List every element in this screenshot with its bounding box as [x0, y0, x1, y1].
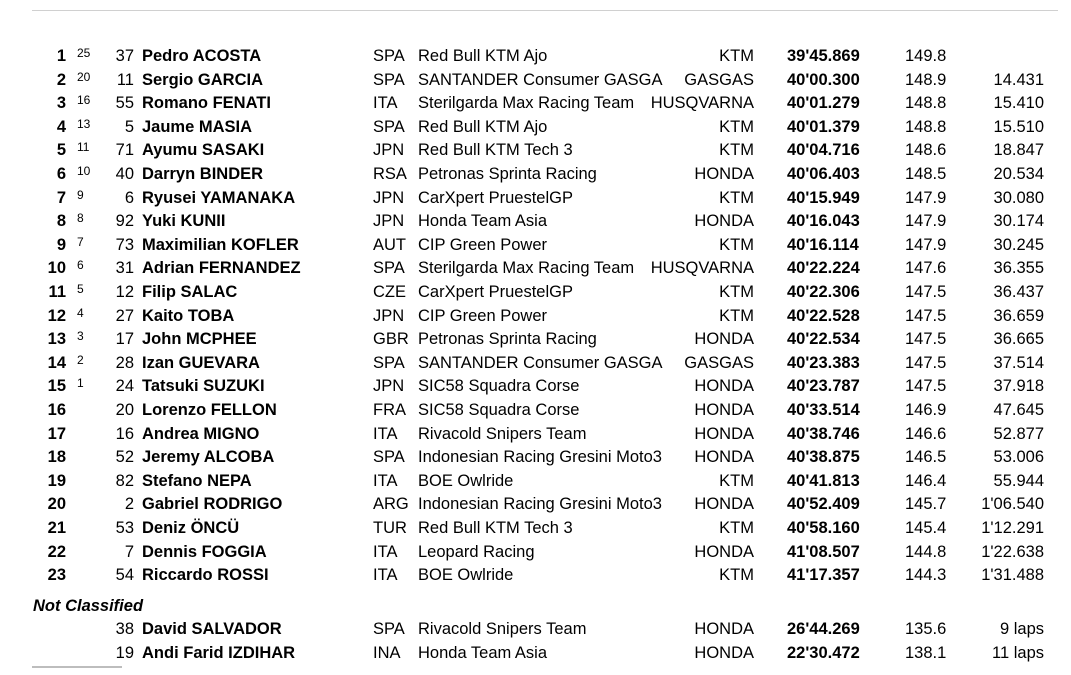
cell-nat: SPA [373, 353, 405, 372]
cell-nat: JPN [373, 188, 405, 207]
cell-name: Izan GUEVARA [142, 353, 260, 372]
cell-num: 55 [115, 94, 134, 113]
cell-pos: 1 [56, 47, 66, 65]
result-row [0, 116, 1071, 139]
cell-pos: 15 [47, 377, 66, 396]
cell-gap: 18.847 [993, 141, 1044, 160]
cell-speed: 148.6 [905, 141, 947, 160]
cell-time: 26'44.269 [787, 620, 860, 638]
cell-name: Gabriel RODRIGO [142, 495, 283, 514]
result-row [0, 564, 1071, 587]
result-row [0, 493, 1071, 516]
cell-pos: 18 [47, 448, 66, 467]
cell-time: 40'23.787 [787, 377, 860, 396]
cell-nat: ITA [373, 94, 398, 113]
cell-gap: 30.080 [993, 188, 1044, 207]
cell-num: 6 [124, 188, 134, 207]
cell-time: 41'17.357 [787, 566, 860, 585]
cell-team: Petronas Sprinta Racing [418, 165, 597, 183]
cell-bike: KTM [719, 141, 754, 160]
cell-name: Adrian FERNANDEZ [142, 259, 301, 278]
cell-team: Leopard Racing [418, 542, 535, 561]
result-row [0, 281, 1071, 304]
cell-speed: 146.4 [905, 471, 947, 490]
cell-pos: 9 [56, 235, 66, 254]
result-row [0, 423, 1071, 446]
cell-bike: KTM [719, 235, 754, 254]
cell-team: Indonesian Racing Gresini Moto3 [418, 448, 662, 467]
cell-speed: 146.6 [905, 424, 947, 443]
cell-name: Yuki KUNII [142, 212, 226, 231]
cell-name: Lorenzo FELLON [142, 401, 277, 419]
cell-name: Sergio GARCIA [142, 70, 264, 89]
cell-bike: KTM [719, 566, 754, 585]
cell-name: Filip SALAC [142, 283, 238, 301]
cell-gap: 30.174 [993, 212, 1044, 231]
cell-num: 11 [116, 70, 134, 89]
cell-speed: 147.5 [905, 306, 947, 325]
cell-bike: HONDA [694, 165, 754, 183]
cell-pos: 8 [56, 212, 66, 231]
cell-pos: 16 [47, 401, 66, 419]
cell-time: 41'08.507 [787, 542, 860, 561]
cell-speed: 147.5 [905, 330, 947, 349]
cell-time: 40'38.875 [787, 448, 860, 467]
cell-num: 38 [115, 620, 134, 638]
cell-pts: 11 [77, 140, 90, 155]
result-row [0, 92, 1071, 115]
cell-time: 40'22.534 [787, 330, 860, 349]
cell-name: Tatsuki SUZUKI [142, 377, 265, 396]
cell-team: BOE Owlride [418, 566, 514, 585]
cell-nat: JPN [373, 212, 405, 231]
cell-speed: 145.4 [905, 519, 947, 537]
cell-num: 28 [115, 353, 134, 372]
result-row [0, 45, 1071, 68]
cell-bike: HONDA [694, 377, 754, 396]
cell-nat: FRA [373, 401, 406, 419]
cell-num: 54 [115, 566, 134, 585]
cell-num: 27 [115, 306, 134, 325]
cell-team: CarXpert PruestelGP [418, 283, 573, 301]
cell-nat: RSA [373, 165, 407, 183]
cell-speed: 147.9 [905, 235, 947, 254]
result-row [0, 375, 1071, 398]
cell-nat: ITA [373, 542, 398, 561]
cell-bike: KTM [719, 471, 754, 490]
cell-gap: 36.665 [993, 330, 1044, 349]
cell-name: Ryusei YAMANAKA [142, 188, 296, 207]
cell-bike: GASGAS [684, 353, 754, 372]
cell-pts: 1 [77, 376, 84, 391]
cell-gap: 1'22.638 [981, 542, 1044, 561]
result-row [0, 399, 1071, 422]
cell-team: Sterilgarda Max Racing Team [418, 94, 635, 113]
cell-speed: 145.7 [905, 495, 947, 514]
cell-pos: 7 [56, 188, 66, 207]
cell-num: 31 [115, 259, 134, 278]
cell-pos: 11 [48, 283, 66, 301]
cell-pts: 13 [77, 116, 91, 131]
cell-time: 40'52.409 [787, 495, 860, 514]
cell-pos: 17 [47, 424, 66, 443]
cell-time: 40'22.224 [787, 259, 860, 278]
cell-bike: KTM [719, 117, 754, 136]
cell-team: Honda Team Asia [418, 212, 548, 231]
cell-name: Andrea MIGNO [142, 424, 260, 443]
cell-speed: 147.5 [905, 353, 947, 372]
cell-gap: 9 laps [999, 620, 1044, 638]
cell-pos: 5 [56, 141, 66, 160]
cell-bike: HONDA [694, 620, 754, 638]
cell-num: 19 [115, 644, 134, 662]
cell-bike: HONDA [694, 542, 754, 561]
cell-time: 40'01.279 [787, 94, 860, 113]
cell-speed: 146.5 [905, 448, 947, 467]
cell-nat: SPA [373, 47, 405, 65]
cell-pts: 10 [77, 164, 91, 178]
cell-name: Pedro ACOSTA [142, 47, 262, 65]
not-classified-heading: Not Classified [33, 597, 144, 615]
cell-bike: HONDA [694, 212, 754, 231]
cell-name: Andi Farid IZDIHAR [142, 644, 296, 662]
cell-team: Red Bull KTM Ajo [418, 117, 548, 136]
cell-team: CarXpert PruestelGP [418, 188, 573, 207]
cell-team: CIP Green Power [418, 306, 548, 325]
cell-team: Honda Team Asia [418, 644, 548, 662]
cell-gap: 47.645 [993, 401, 1044, 419]
cell-team: SIC58 Squadra Corse [418, 377, 580, 396]
result-row [0, 446, 1071, 469]
cell-time: 22'30.472 [787, 644, 860, 662]
cell-gap: 36.659 [993, 306, 1044, 325]
cell-pos: 12 [47, 306, 66, 325]
cell-pos: 22 [47, 542, 66, 561]
result-row [0, 187, 1071, 210]
cell-gap: 15.410 [993, 94, 1044, 113]
cell-nat: SPA [373, 448, 405, 467]
cell-time: 39'45.869 [787, 47, 860, 65]
result-row [0, 257, 1071, 280]
cell-team: Red Bull KTM Tech 3 [418, 519, 573, 537]
cell-speed: 135.6 [905, 620, 947, 638]
cell-nat: JPN [373, 141, 405, 160]
cell-time: 40'33.514 [787, 401, 860, 419]
result-row [0, 618, 1071, 641]
cell-pos: 23 [47, 566, 66, 585]
cell-pts: 20 [77, 69, 91, 84]
cell-bike: HONDA [694, 424, 754, 443]
cell-gap: 37.918 [993, 377, 1044, 396]
cell-num: 52 [115, 448, 134, 467]
cell-time: 40'41.813 [787, 471, 860, 490]
cell-name: Maximilian KOFLER [142, 235, 299, 254]
cell-pts: 16 [77, 93, 91, 108]
cell-speed: 144.3 [905, 566, 947, 585]
cell-bike: HONDA [694, 330, 754, 349]
cell-pos: 20 [47, 495, 66, 514]
cell-name: Romano FENATI [142, 94, 271, 113]
cell-team: SANTANDER Consumer GASGA [418, 70, 663, 89]
cell-bike: GASGAS [684, 70, 754, 89]
cell-nat: JPN [373, 377, 405, 396]
cell-gap: 14.431 [993, 70, 1044, 89]
cell-gap: 36.437 [993, 283, 1044, 301]
cell-pos: 3 [56, 94, 66, 113]
result-row [0, 470, 1071, 493]
cell-name: David SALVADOR [142, 620, 282, 638]
cell-num: 53 [115, 519, 134, 537]
cell-bike: HONDA [694, 401, 754, 419]
cell-gap: 30.245 [993, 235, 1044, 254]
cell-nat: SPA [373, 259, 405, 278]
cell-gap: 20.534 [993, 165, 1044, 183]
cell-nat: INA [373, 644, 401, 662]
cell-speed: 147.5 [905, 283, 947, 301]
cell-speed: 149.8 [905, 47, 947, 65]
cell-bike: KTM [719, 519, 754, 537]
cell-num: 71 [115, 141, 134, 160]
cell-nat: SPA [373, 620, 405, 638]
cell-time: 40'38.746 [787, 424, 860, 443]
cell-name: Darryn BINDER [142, 165, 264, 183]
cell-pos: 6 [56, 165, 66, 183]
top-rule [32, 10, 1058, 11]
cell-time: 40'06.403 [787, 165, 860, 183]
cell-time: 40'01.379 [787, 117, 860, 136]
cell-num: 12 [115, 283, 134, 301]
result-row [0, 328, 1071, 351]
cell-team: BOE Owlride [418, 471, 514, 490]
cell-gap: 36.355 [993, 259, 1044, 278]
cell-bike: HONDA [694, 495, 754, 514]
cell-gap: 15.510 [993, 117, 1044, 136]
cell-pts: 3 [77, 329, 84, 344]
cell-gap: 55.944 [993, 471, 1044, 490]
cell-speed: 148.9 [905, 70, 947, 89]
cell-name: Jaume MASIA [142, 117, 253, 136]
result-row [0, 69, 1071, 92]
cell-num: 20 [115, 401, 134, 419]
cell-speed: 146.9 [905, 401, 947, 419]
cell-pos: 19 [47, 471, 66, 490]
cell-num: 40 [115, 165, 134, 183]
cell-nat: ITA [373, 424, 398, 443]
cell-gap: 1'31.488 [981, 566, 1044, 585]
cell-nat: AUT [373, 235, 406, 254]
cell-team: SIC58 Squadra Corse [418, 401, 580, 419]
cell-team: Sterilgarda Max Racing Team [418, 259, 635, 278]
cell-name: Deniz ÖNCÜ [142, 519, 240, 537]
cell-time: 40'23.383 [787, 353, 860, 372]
cell-pos: 14 [47, 353, 66, 372]
cell-time: 40'58.160 [787, 519, 860, 537]
cell-num: 17 [115, 330, 134, 349]
cell-bike: HUSQVARNA [650, 94, 754, 113]
cell-time: 40'15.949 [787, 188, 860, 207]
cell-pts: 7 [77, 234, 84, 249]
cell-pts: 6 [77, 258, 84, 273]
cell-nat: ARG [373, 495, 409, 514]
cell-nat: JPN [373, 306, 405, 325]
cell-time: 40'22.306 [787, 283, 860, 301]
cell-nat: ITA [373, 566, 398, 585]
cell-bike: KTM [719, 188, 754, 207]
cell-team: Red Bull KTM Ajo [418, 47, 548, 65]
cell-time: 40'00.300 [787, 70, 860, 89]
cell-gap: 11 laps [992, 644, 1044, 662]
cell-bike: HONDA [694, 448, 754, 467]
cell-nat: ITA [373, 471, 398, 490]
cell-num: 24 [115, 377, 134, 396]
cell-num: 5 [124, 117, 134, 136]
cell-pts: 2 [77, 352, 84, 367]
cell-speed: 147.9 [905, 188, 947, 207]
cell-num: 73 [115, 235, 134, 254]
cell-num: 82 [115, 471, 134, 490]
cell-time: 40'16.043 [787, 212, 860, 231]
cell-name: Ayumu SASAKI [142, 141, 265, 160]
result-row [0, 234, 1071, 257]
result-row [0, 163, 1071, 186]
cell-speed: 148.5 [905, 165, 947, 183]
cell-time: 40'22.528 [787, 306, 860, 325]
cell-name: Dennis FOGGIA [142, 542, 267, 561]
cell-gap: 52.877 [993, 424, 1044, 443]
cell-num: 92 [115, 212, 134, 231]
result-row [0, 139, 1071, 162]
cell-name: Kaito TOBA [142, 306, 235, 325]
cell-team: Petronas Sprinta Racing [418, 330, 597, 349]
cell-bike: HONDA [694, 644, 754, 662]
cell-pos: 13 [47, 330, 66, 349]
cell-speed: 144.8 [905, 542, 947, 561]
cell-team: Rivacold Snipers Team [418, 424, 587, 443]
cell-speed: 148.8 [905, 117, 947, 136]
cell-team: Indonesian Racing Gresini Moto3 [418, 495, 662, 514]
cell-bike: KTM [719, 47, 754, 65]
result-row [0, 517, 1071, 540]
page-footer-fragment [32, 666, 122, 668]
cell-nat: SPA [373, 117, 405, 136]
cell-nat: SPA [373, 70, 405, 89]
cell-pos: 21 [47, 519, 66, 537]
cell-time: 40'16.114 [787, 235, 859, 254]
cell-pts: 4 [77, 305, 84, 320]
result-row [0, 541, 1071, 564]
cell-gap: 37.514 [993, 353, 1044, 372]
cell-name: Jeremy ALCOBA [142, 448, 275, 467]
cell-num: 37 [115, 47, 134, 65]
cell-pos: 4 [56, 117, 66, 136]
cell-speed: 147.9 [905, 212, 947, 231]
cell-gap: 53.006 [993, 448, 1044, 467]
cell-team: Rivacold Snipers Team [418, 620, 587, 638]
cell-num: 2 [124, 495, 134, 514]
cell-speed: 147.5 [905, 377, 947, 396]
cell-team: CIP Green Power [418, 235, 548, 254]
cell-nat: TUR [373, 519, 407, 537]
result-row [0, 352, 1071, 375]
cell-bike: HUSQVARNA [650, 259, 754, 278]
cell-gap: 1'06.540 [981, 495, 1044, 514]
cell-speed: 138.1 [905, 644, 947, 662]
cell-pts: 25 [77, 46, 91, 60]
cell-gap: 1'12.291 [981, 519, 1044, 537]
cell-team: Red Bull KTM Tech 3 [418, 141, 573, 160]
result-row [0, 210, 1071, 233]
cell-pts: 8 [77, 211, 84, 226]
cell-pos: 2 [56, 70, 66, 89]
cell-nat: CZE [373, 283, 406, 301]
cell-bike: KTM [719, 283, 754, 301]
cell-speed: 148.8 [905, 94, 947, 113]
cell-name: John MCPHEE [142, 330, 257, 349]
cell-num: 16 [115, 424, 134, 443]
result-row [0, 642, 1071, 665]
result-row [0, 305, 1071, 328]
cell-team: SANTANDER Consumer GASGA [418, 353, 663, 372]
cell-bike: KTM [719, 306, 754, 325]
cell-name: Riccardo ROSSI [142, 566, 269, 585]
cell-name: Stefano NEPA [142, 471, 252, 490]
cell-pts: 5 [77, 282, 84, 296]
cell-speed: 147.6 [905, 259, 947, 278]
cell-num: 7 [124, 542, 134, 561]
cell-pts: 9 [77, 187, 84, 202]
cell-nat: GBR [373, 330, 409, 349]
cell-time: 40'04.716 [787, 141, 860, 160]
cell-pos: 10 [47, 259, 66, 278]
